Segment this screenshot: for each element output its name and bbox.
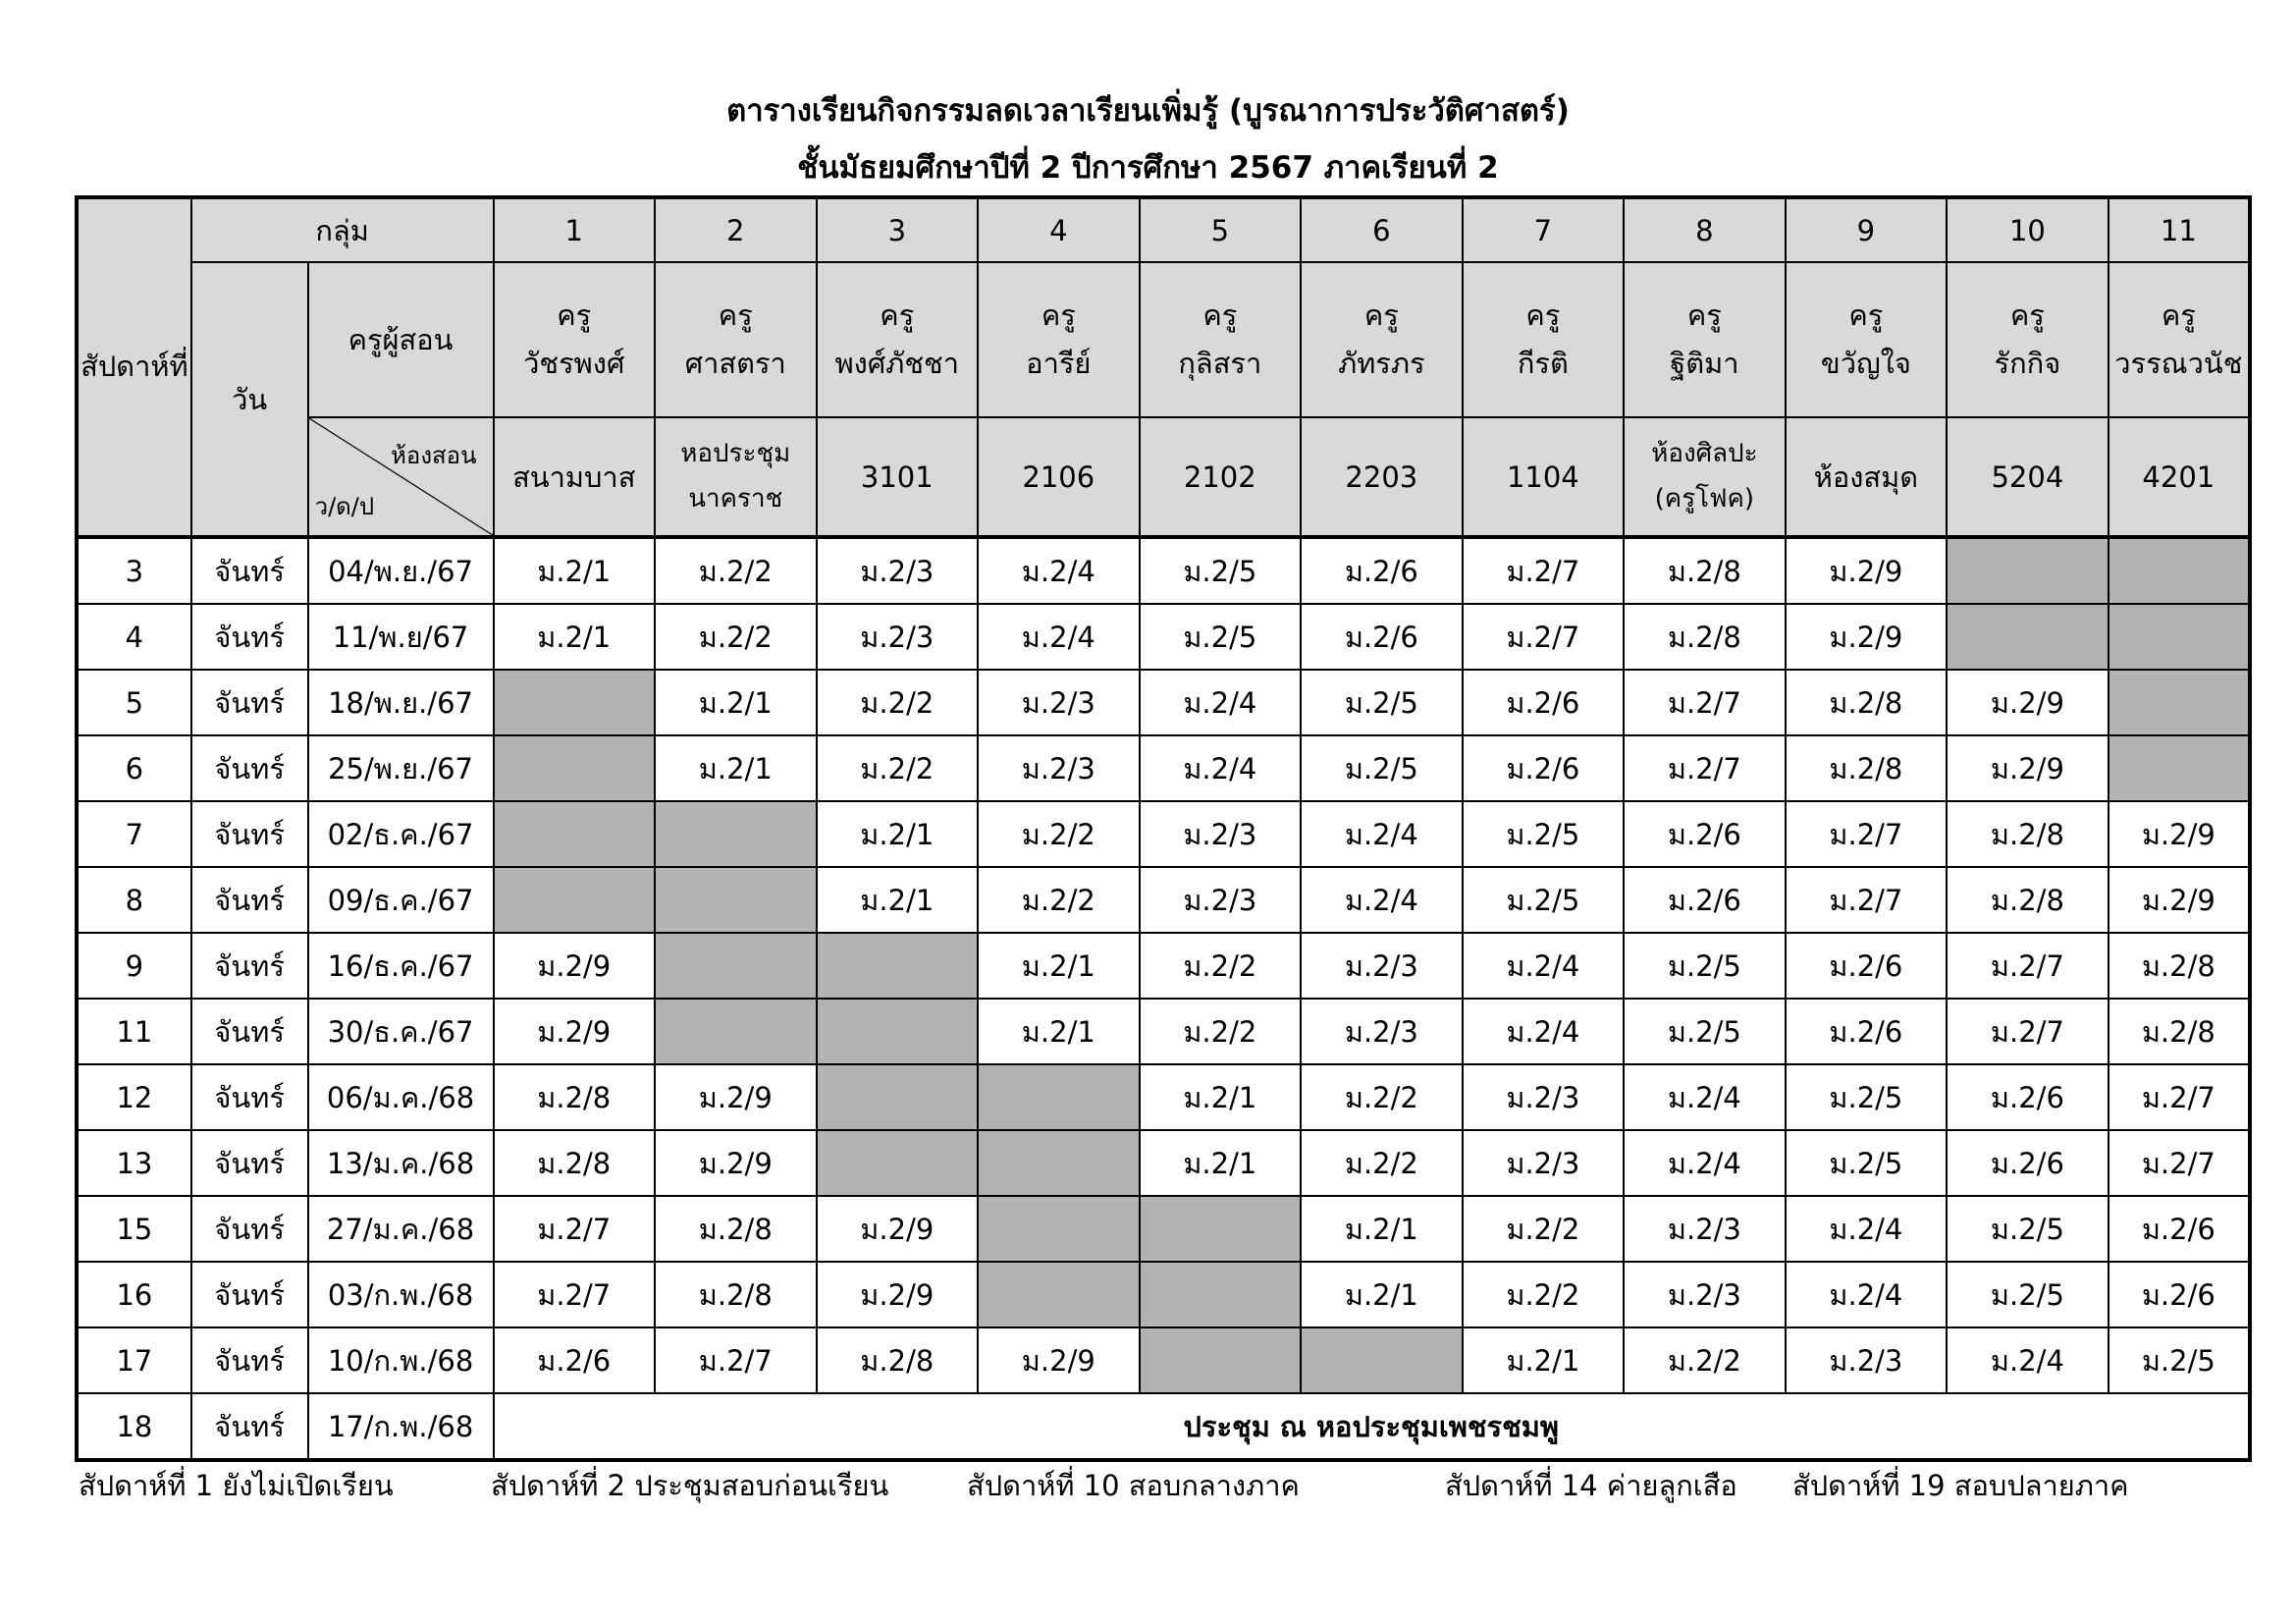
day-header: วัน (191, 262, 308, 537)
class-cell: ม.2/6 (1947, 1130, 2109, 1196)
class-cell: ม.2/9 (1947, 670, 2109, 735)
empty-cell (2109, 537, 2250, 604)
class-cell: ม.2/1 (978, 933, 1140, 999)
class-cell: ม.2/2 (1463, 1262, 1625, 1327)
teacher-name (1786, 262, 1948, 417)
class-cell: ม.2/4 (1786, 1196, 1948, 1262)
empty-cell (494, 801, 656, 867)
teacher-prefix: ครู (2161, 298, 2196, 332)
class-cell: ม.2/1 (1301, 1196, 1463, 1262)
class-cell: ม.2/4 (1463, 933, 1625, 999)
empty-cell (494, 670, 656, 735)
table-row (77, 1196, 2250, 1262)
class-cell: ม.2/8 (1624, 604, 1786, 670)
teacher-prefix: ครู (718, 298, 753, 332)
teacher-name-text: กีรติ (1517, 347, 1569, 380)
date-cell: 30/ธ.ค./67 (308, 999, 494, 1064)
class-cell: ม.2/1 (494, 604, 656, 670)
class-cell: ม.2/1 (1140, 1064, 1302, 1130)
class-cell: ม.2/5 (1624, 933, 1786, 999)
class-cell: ม.2/7 (1463, 604, 1625, 670)
teacher-name (494, 262, 656, 417)
week-cell: 12 (77, 1064, 191, 1130)
class-cell: ม.2/7 (494, 1196, 656, 1262)
page-title: ตารางเรียนกิจกรรมลดเวลาเรียนเพิ่มรู้ (บูรณาการประวัติศาสตร์) (726, 93, 1570, 129)
teacher-name (817, 262, 979, 417)
teacher-name-text: ขวัญใจ (1820, 347, 1911, 380)
empty-cell (817, 1064, 979, 1130)
class-cell: ม.2/1 (978, 999, 1140, 1064)
class-cell: ม.2/9 (1947, 735, 2109, 801)
class-cell: ม.2/8 (817, 1327, 979, 1393)
class-cell: ม.2/6 (1301, 537, 1463, 604)
teacher-prefix: ครู (1041, 298, 1076, 332)
week-cell: 18 (77, 1393, 191, 1460)
room-name: 4201 (2109, 417, 2250, 537)
class-cell: ม.2/5 (1301, 670, 1463, 735)
class-cell: ม.2/3 (1140, 867, 1302, 933)
teacher-prefix: ครู (880, 298, 915, 332)
class-cell: ม.2/1 (1140, 1130, 1302, 1196)
class-cell: ม.2/3 (978, 735, 1140, 801)
day-cell: จันทร์ (191, 604, 308, 670)
teacher-name-text: อารีย์ (1026, 347, 1092, 380)
week-cell: 4 (77, 604, 191, 670)
group-number: 9 (1786, 197, 1948, 262)
class-cell: ม.2/2 (1301, 1130, 1463, 1196)
class-cell: ม.2/6 (2109, 1196, 2250, 1262)
week-cell: 13 (77, 1130, 191, 1196)
class-cell: ม.2/7 (1786, 801, 1948, 867)
class-cell: ม.2/3 (817, 537, 979, 604)
empty-cell (655, 933, 817, 999)
class-cell: ม.2/4 (1786, 1262, 1948, 1327)
date-label: ว/ด/ป (314, 493, 375, 520)
teacher-prefix: ครู (1686, 298, 1722, 332)
class-cell: ม.2/4 (1624, 1064, 1786, 1130)
class-cell: ม.2/1 (817, 801, 979, 867)
room-name-line1: ห้องศิลปะ (1651, 439, 1758, 468)
table-row (77, 1064, 2250, 1130)
day-cell: จันทร์ (191, 933, 308, 999)
table-row (77, 604, 2250, 670)
empty-cell (494, 735, 656, 801)
class-cell: ม.2/3 (1786, 1327, 1948, 1393)
class-cell: ม.2/3 (1624, 1262, 1786, 1327)
class-cell: ม.2/9 (817, 1196, 979, 1262)
day-cell: จันทร์ (191, 999, 308, 1064)
empty-cell (1140, 1327, 1302, 1393)
class-cell: ม.2/9 (2109, 801, 2250, 867)
class-cell: ม.2/7 (1947, 999, 2109, 1064)
class-cell: ม.2/9 (1786, 604, 1948, 670)
class-cell: ม.2/2 (655, 537, 817, 604)
class-cell: ม.2/1 (817, 867, 979, 933)
footer-note-1: สัปดาห์ที่ 1 ยังไม่เปิดเรียน (79, 1469, 394, 1502)
teacher-name (1947, 262, 2109, 417)
class-cell: ม.2/5 (1463, 867, 1625, 933)
day-cell: จันทร์ (191, 1327, 308, 1393)
teacher-name (1463, 262, 1625, 417)
group-number: 10 (1947, 197, 2109, 262)
class-cell: ม.2/6 (1301, 604, 1463, 670)
class-cell: ม.2/1 (1463, 1327, 1625, 1393)
class-cell: ม.2/2 (1140, 999, 1302, 1064)
class-cell: ม.2/3 (978, 670, 1140, 735)
table-row (77, 1393, 2250, 1460)
week-cell: 11 (77, 999, 191, 1064)
class-cell: ม.2/4 (1140, 735, 1302, 801)
class-cell: ม.2/2 (655, 604, 817, 670)
class-cell: ม.2/7 (1786, 867, 1948, 933)
date-cell: 10/ก.พ./68 (308, 1327, 494, 1393)
teacher-name-text: วัชรพงศ์ (523, 347, 625, 380)
week-cell: 6 (77, 735, 191, 801)
date-cell: 18/พ.ย./67 (308, 670, 494, 735)
class-cell: ม.2/4 (1301, 801, 1463, 867)
class-cell: ม.2/4 (1947, 1327, 2109, 1393)
day-cell: จันทร์ (191, 801, 308, 867)
room-name: 5204 (1947, 417, 2109, 537)
table-row (77, 1262, 2250, 1327)
class-cell: ม.2/6 (1786, 933, 1948, 999)
class-cell: ม.2/6 (1786, 999, 1948, 1064)
class-cell: ม.2/6 (2109, 1262, 2250, 1327)
class-cell: ม.2/5 (1786, 1064, 1948, 1130)
table-row (77, 999, 2250, 1064)
class-cell: ม.2/9 (494, 933, 656, 999)
empty-cell (1947, 604, 2109, 670)
class-cell: ม.2/7 (1463, 537, 1625, 604)
group-header: กลุ่ม (191, 197, 494, 262)
class-cell: ม.2/8 (1786, 670, 1948, 735)
class-cell: ม.2/8 (1786, 735, 1948, 801)
day-cell: จันทร์ (191, 1064, 308, 1130)
class-cell: ม.2/9 (817, 1262, 979, 1327)
date-cell: 09/ธ.ค./67 (308, 867, 494, 933)
date-cell: 11/พ.ย/67 (308, 604, 494, 670)
class-cell: ม.2/2 (817, 670, 979, 735)
group-number: 4 (978, 197, 1140, 262)
class-cell: ม.2/3 (1463, 1130, 1625, 1196)
teacher-name (1140, 262, 1302, 417)
table-row (77, 537, 2250, 604)
class-cell: ม.2/7 (2109, 1130, 2250, 1196)
footer-note-3: สัปดาห์ที่ 10 สอบกลางภาค (967, 1469, 1300, 1502)
empty-cell (655, 867, 817, 933)
room-name (1624, 417, 1786, 537)
date-cell: 13/ม.ค./68 (308, 1130, 494, 1196)
class-cell: ม.2/9 (978, 1327, 1140, 1393)
class-cell: ม.2/3 (1301, 933, 1463, 999)
class-cell: ม.2/4 (1463, 999, 1625, 1064)
empty-cell (978, 1196, 1140, 1262)
class-cell: ม.2/1 (655, 670, 817, 735)
class-cell: ม.2/8 (2109, 999, 2250, 1064)
teacher-name-text: รักกิจ (1994, 347, 2061, 380)
class-cell: ม.2/8 (2109, 933, 2250, 999)
class-cell: ม.2/6 (1463, 735, 1625, 801)
teacher-prefix: ครู (1848, 298, 1884, 332)
empty-cell (494, 867, 656, 933)
date-cell: 06/ม.ค./68 (308, 1064, 494, 1130)
class-cell: ม.2/1 (655, 735, 817, 801)
class-cell: ม.2/2 (817, 735, 979, 801)
class-cell: ม.2/4 (978, 537, 1140, 604)
day-cell: จันทร์ (191, 1196, 308, 1262)
class-cell: ม.2/1 (1301, 1262, 1463, 1327)
teacher-name (655, 262, 817, 417)
empty-cell (817, 1130, 979, 1196)
empty-cell (978, 1262, 1140, 1327)
class-cell: ม.2/2 (1463, 1196, 1625, 1262)
class-cell: ม.2/7 (1624, 735, 1786, 801)
teacher-name (978, 262, 1140, 417)
table-row (77, 735, 2250, 801)
class-cell: ม.2/6 (494, 1327, 656, 1393)
teacher-name-text: ภัทรภร (1338, 347, 1425, 380)
week-cell: 3 (77, 537, 191, 604)
class-cell: ม.2/7 (655, 1327, 817, 1393)
class-cell: ม.2/6 (1463, 670, 1625, 735)
class-cell: ม.2/4 (978, 604, 1140, 670)
table-row (77, 933, 2250, 999)
schedule-table (75, 195, 2252, 1462)
class-cell: ม.2/2 (978, 867, 1140, 933)
class-cell: ม.2/4 (1624, 1130, 1786, 1196)
teacher-prefix: ครู (1202, 298, 1238, 332)
room-name: 2102 (1140, 417, 1302, 537)
room-name-line2: (ครูโฟค) (1654, 483, 1755, 514)
footer-note-4: สัปดาห์ที่ 14 ค่ายลูกเสือ (1445, 1469, 1737, 1502)
class-cell: ม.2/2 (1140, 933, 1302, 999)
week-cell: 7 (77, 801, 191, 867)
group-number: 2 (655, 197, 817, 262)
teacher-name-text: กุลิสรา (1178, 347, 1262, 380)
group-number: 7 (1463, 197, 1625, 262)
empty-cell (2109, 670, 2250, 735)
table-row (77, 1327, 2250, 1393)
class-cell: ม.2/9 (655, 1130, 817, 1196)
date-cell: 16/ธ.ค./67 (308, 933, 494, 999)
room-name: ห้องสมุด (1786, 417, 1948, 537)
footer-note-5: สัปดาห์ที่ 19 สอบปลายภาค (1792, 1469, 2129, 1502)
teacher-header: ครูผู้สอน (308, 262, 494, 417)
meeting-note: ประชุม ณ หอประชุมเพชรชมพู (494, 1393, 2251, 1460)
teacher-name-text: ฐิติมา (1670, 347, 1739, 380)
class-cell: ม.2/8 (1947, 801, 2109, 867)
empty-cell (2109, 735, 2250, 801)
week-cell: 9 (77, 933, 191, 999)
class-cell: ม.2/4 (1140, 670, 1302, 735)
table-row (77, 1130, 2250, 1196)
class-cell: ม.2/5 (1301, 735, 1463, 801)
day-cell: จันทร์ (191, 1262, 308, 1327)
date-cell: 02/ธ.ค./67 (308, 801, 494, 867)
group-number: 11 (2109, 197, 2250, 262)
class-cell: ม.2/9 (655, 1064, 817, 1130)
room-name: 2203 (1301, 417, 1463, 537)
class-cell: ม.2/9 (1786, 537, 1948, 604)
teacher-prefix: ครู (557, 298, 592, 332)
empty-cell (1301, 1327, 1463, 1393)
date-cell: 17/ก.พ./68 (308, 1393, 494, 1460)
class-cell: ม.2/5 (1140, 604, 1302, 670)
class-cell: ม.2/2 (978, 801, 1140, 867)
class-cell: ม.2/9 (2109, 867, 2250, 933)
day-cell: จันทร์ (191, 1393, 308, 1460)
date-cell: 25/พ.ย./67 (308, 735, 494, 801)
group-number: 5 (1140, 197, 1302, 262)
class-cell: ม.2/5 (1786, 1130, 1948, 1196)
class-cell: ม.2/7 (494, 1262, 656, 1327)
empty-cell (1140, 1262, 1302, 1327)
room-name-line2: นาคราช (688, 483, 783, 514)
class-cell: ม.2/3 (1463, 1064, 1625, 1130)
class-cell: ม.2/6 (1624, 801, 1786, 867)
room-label: ห้องสอน (391, 442, 477, 469)
class-cell: ม.2/2 (1301, 1064, 1463, 1130)
teacher-name-text: ศาสตรา (684, 347, 786, 380)
room-name-line1: หอประชุม (680, 439, 791, 468)
empty-cell (817, 933, 979, 999)
teacher-prefix: ครู (1525, 298, 1561, 332)
class-cell: ม.2/5 (1463, 801, 1625, 867)
week-header: สัปดาห์ที่ (77, 197, 191, 537)
empty-cell (1140, 1196, 1302, 1262)
class-cell: ม.2/7 (1624, 670, 1786, 735)
empty-cell (978, 1130, 1140, 1196)
room-date-header (308, 417, 494, 537)
teacher-name-text: พงศ์ภัชชา (834, 347, 960, 380)
class-cell: ม.2/6 (1947, 1064, 2109, 1130)
day-cell: จันทร์ (191, 735, 308, 801)
week-cell: 17 (77, 1327, 191, 1393)
class-cell: ม.2/8 (494, 1064, 656, 1130)
date-cell: 03/ก.พ./68 (308, 1262, 494, 1327)
week-cell: 16 (77, 1262, 191, 1327)
class-cell: ม.2/6 (1624, 867, 1786, 933)
day-cell: จันทร์ (191, 867, 308, 933)
teacher-name (1624, 262, 1786, 417)
empty-cell (1947, 537, 2109, 604)
class-cell: ม.2/7 (2109, 1064, 2250, 1130)
day-cell: จันทร์ (191, 1130, 308, 1196)
class-cell: ม.2/2 (1624, 1327, 1786, 1393)
class-cell: ม.2/5 (1947, 1196, 2109, 1262)
class-cell: ม.2/5 (1947, 1262, 2109, 1327)
week-cell: 8 (77, 867, 191, 933)
day-cell: จันทร์ (191, 670, 308, 735)
page-subtitle: ชั้นมัธยมศึกษาปีที่ 2 ปีการศึกษา 2567 ภาคเรียนที่ 2 (797, 150, 1499, 186)
class-cell: ม.2/7 (1947, 933, 2109, 999)
class-cell: ม.2/8 (1624, 537, 1786, 604)
class-cell: ม.2/3 (817, 604, 979, 670)
class-cell: ม.2/3 (1140, 801, 1302, 867)
class-cell: ม.2/1 (494, 537, 656, 604)
class-cell: ม.2/8 (1947, 867, 2109, 933)
class-cell: ม.2/5 (1140, 537, 1302, 604)
class-cell: ม.2/4 (1301, 867, 1463, 933)
teacher-prefix: ครู (1363, 298, 1399, 332)
group-number: 1 (494, 197, 656, 262)
empty-cell (655, 801, 817, 867)
empty-cell (2109, 604, 2250, 670)
empty-cell (817, 999, 979, 1064)
room-name: สนามบาส (494, 417, 656, 537)
teacher-name-text: วรรณวนัช (2114, 347, 2243, 380)
class-cell: ม.2/8 (655, 1262, 817, 1327)
class-cell: ม.2/8 (655, 1196, 817, 1262)
week-cell: 15 (77, 1196, 191, 1262)
room-name: 2106 (978, 417, 1140, 537)
date-cell: 04/พ.ย./67 (308, 537, 494, 604)
class-cell: ม.2/5 (2109, 1327, 2250, 1393)
footer-note-2: สัปดาห์ที่ 2 ประชุมสอบก่อนเรียน (491, 1469, 889, 1502)
class-cell: ม.2/9 (494, 999, 656, 1064)
day-cell: จันทร์ (191, 537, 308, 604)
table-row (77, 867, 2250, 933)
class-cell: ม.2/8 (494, 1130, 656, 1196)
empty-cell (978, 1064, 1140, 1130)
date-cell: 27/ม.ค./68 (308, 1196, 494, 1262)
week-cell: 5 (77, 670, 191, 735)
group-number: 6 (1301, 197, 1463, 262)
class-cell: ม.2/5 (1624, 999, 1786, 1064)
table-row (77, 801, 2250, 867)
group-number: 8 (1624, 197, 1786, 262)
room-name (655, 417, 817, 537)
empty-cell (655, 999, 817, 1064)
room-name: 3101 (817, 417, 979, 537)
room-name: 1104 (1463, 417, 1625, 537)
table-row (77, 670, 2250, 735)
teacher-prefix: ครู (2009, 298, 2045, 332)
teacher-name (1301, 262, 1463, 417)
group-number: 3 (817, 197, 979, 262)
teacher-name (2109, 262, 2250, 417)
class-cell: ม.2/3 (1624, 1196, 1786, 1262)
class-cell: ม.2/3 (1301, 999, 1463, 1064)
